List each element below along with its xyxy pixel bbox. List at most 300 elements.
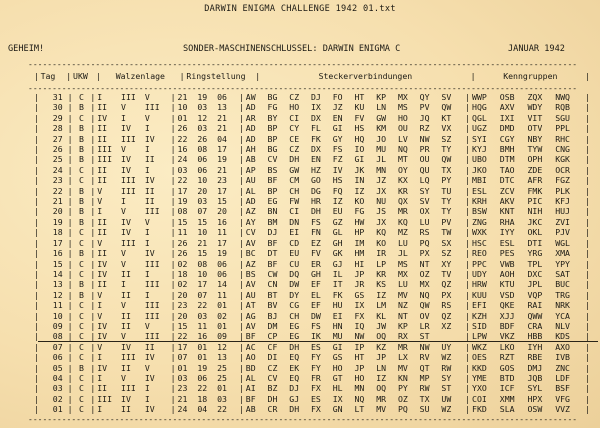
- plug-pair-cell: KQ: [397, 216, 408, 227]
- plug-pair-cell: XZ: [441, 320, 452, 331]
- column-separator: |: [584, 237, 590, 248]
- ring-setting-cell: 03: [197, 123, 208, 134]
- plug-pair-cell: FR: [311, 372, 321, 383]
- column-separator: |: [584, 102, 590, 113]
- ring-setting-cell: 21: [197, 237, 208, 248]
- column-separator: |: [170, 258, 176, 269]
- table-row: [32, 404, 592, 414]
- ring-setting-cell: 20: [197, 185, 208, 196]
- column-separator: |: [584, 164, 590, 175]
- rotor-cell: III: [97, 393, 113, 404]
- plug-pair-cell: HI: [354, 258, 365, 269]
- plug-pair-cell: QZ: [441, 310, 452, 321]
- plug-pair-cell: BM: [267, 216, 278, 227]
- plug-pair-cell: HU: [332, 300, 343, 311]
- reflector-cell: C: [78, 112, 84, 123]
- column-separator: |: [170, 133, 176, 144]
- table-row: [32, 186, 592, 196]
- day-cell: 06: [52, 352, 63, 363]
- classification-label: GEHEIM!: [8, 44, 45, 54]
- reflector-cell: B: [78, 144, 84, 155]
- table-row: [32, 123, 592, 133]
- column-separator: |: [584, 258, 590, 269]
- plug-pair-cell: MX: [397, 268, 408, 279]
- column-separator: |: [465, 164, 471, 175]
- plug-pair-cell: BF: [267, 175, 278, 186]
- plug-pair-cell: DH: [289, 404, 300, 415]
- indicator-group-cell: IVB: [555, 352, 570, 363]
- column-separator: |: [238, 362, 244, 373]
- column-separator: |: [238, 237, 244, 248]
- column-separator: |: [584, 185, 590, 196]
- plug-pair-cell: OV: [419, 310, 430, 321]
- column-separator: |: [33, 320, 39, 331]
- column-separator: |: [238, 216, 244, 227]
- column-separator: |: [465, 185, 471, 196]
- plug-pair-cell: OZ: [397, 393, 408, 404]
- indicator-group-cell: SAT: [555, 268, 570, 279]
- column-separator: |: [67, 341, 73, 352]
- column-separator: |: [170, 341, 176, 352]
- reflector-cell: B: [78, 185, 84, 196]
- plug-pair-cell: BG: [267, 92, 278, 102]
- rotor-cell: II: [97, 216, 108, 227]
- indicator-group-cell: ZNC: [555, 362, 570, 373]
- table-row: [32, 373, 592, 383]
- plug-pair-cell: CV: [267, 154, 278, 165]
- column-separator: |: [584, 320, 590, 331]
- plug-pair-cell: UY: [441, 341, 452, 352]
- table-row: [32, 238, 592, 248]
- ring-setting-cell: 23: [177, 300, 188, 311]
- day-cell: 24: [52, 164, 63, 175]
- indicator-group-cell: IYH: [527, 341, 543, 352]
- plug-pair-cell: TY: [441, 144, 452, 155]
- column-separator: |: [584, 144, 590, 155]
- ring-setting-cell: 16: [217, 216, 227, 227]
- column-separator: |: [238, 393, 244, 404]
- plug-pair-cell: SY: [441, 372, 452, 383]
- plug-pair-cell: KO: [376, 237, 387, 248]
- plug-pair-cell: HQ: [354, 133, 365, 144]
- plug-pair-cell: KX: [397, 175, 408, 186]
- column-separator: |: [90, 404, 96, 415]
- ring-setting-cell: 17: [177, 185, 188, 196]
- ring-setting-cell: 08: [197, 258, 208, 269]
- plug-pair-cell: FG: [267, 102, 278, 113]
- plug-pair-cell: AD: [245, 123, 256, 134]
- column-separator: |: [90, 248, 96, 259]
- column-separator: |: [170, 372, 176, 383]
- plug-pair-cell: AR: [245, 112, 256, 123]
- column-separator: |: [67, 102, 73, 113]
- plug-pair-cell: EI: [332, 310, 343, 321]
- plug-pair-cell: QT: [419, 362, 430, 373]
- column-separator: |: [465, 268, 471, 279]
- plug-pair-cell: TX: [441, 164, 452, 175]
- plug-pair-cell: BS: [245, 268, 256, 279]
- ring-setting-cell: 21: [177, 393, 188, 404]
- ring-setting-cell: 17: [197, 279, 208, 290]
- plug-pair-cell: FV: [354, 112, 365, 123]
- indicator-group-cell: IXI: [499, 112, 515, 123]
- plug-pair-cell: FX: [354, 310, 365, 321]
- table-row: [32, 196, 592, 206]
- plug-pair-cell: EU: [332, 206, 343, 217]
- plug-pair-cell: WZ: [441, 352, 452, 363]
- plug-pair-cell: JQ: [419, 112, 430, 123]
- ring-setting-cell: 08: [177, 206, 188, 217]
- column-separator: |: [33, 102, 39, 113]
- ring-setting-cell: 22: [197, 300, 208, 311]
- plug-pair-cell: AD: [245, 102, 256, 113]
- rotor-cell: V: [97, 341, 103, 352]
- plug-pair-cell: RS: [441, 300, 452, 311]
- plug-pair-cell: AV: [245, 237, 256, 248]
- plug-pair-cell: VX: [441, 123, 452, 134]
- rotor-cell: I: [144, 123, 150, 134]
- reflector-cell: B: [78, 206, 84, 217]
- indicator-group-cell: BSF: [555, 383, 570, 394]
- plug-pair-cell: BG: [267, 144, 278, 155]
- rotor-cell: IV: [144, 248, 155, 259]
- rotor-cell: V: [97, 310, 103, 321]
- indicator-group-cell: TPL: [527, 258, 543, 269]
- ring-setting-cell: 15: [197, 248, 208, 259]
- ring-setting-cell: 04: [197, 404, 208, 415]
- plug-pair-cell: GW: [376, 112, 387, 123]
- table-row: [32, 92, 592, 102]
- rotor-cell: V: [97, 196, 103, 207]
- plug-pair-cell: FY: [311, 352, 321, 363]
- column-separator: |: [90, 320, 96, 331]
- plug-pair-cell: LT: [354, 404, 365, 415]
- plug-pair-cell: PV: [419, 102, 430, 113]
- rotor-cell: II: [121, 362, 131, 373]
- day-cell: 30: [52, 102, 63, 113]
- column-separator: |: [33, 248, 39, 259]
- indicator-group-cell: NLV: [555, 320, 570, 331]
- reflector-cell: C: [78, 404, 84, 415]
- column-separator: |: [67, 133, 73, 144]
- plug-pair-cell: BY: [267, 112, 278, 123]
- ring-setting-cell: 13: [217, 102, 227, 113]
- rotor-cell: V: [144, 112, 150, 123]
- day-cell: 26: [52, 144, 63, 155]
- plug-pair-cell: DH: [289, 341, 300, 352]
- column-separator: |: [465, 227, 471, 238]
- rotor-cell: III: [144, 310, 160, 321]
- plug-pair-cell: LU: [397, 237, 408, 248]
- plug-pair-cell: MX: [419, 279, 430, 290]
- column-separator: |: [67, 310, 73, 321]
- plug-pair-cell: QX: [397, 196, 408, 207]
- indicator-group-cell: AOH: [499, 268, 515, 279]
- plug-pair-cell: NW: [419, 133, 430, 144]
- plug-pair-cell: KU: [354, 102, 365, 113]
- column-separator: |: [465, 372, 471, 383]
- rotor-cell: V: [121, 144, 126, 155]
- plug-pair-cell: IP: [354, 341, 365, 352]
- table-row: [32, 290, 592, 300]
- plug-pair-cell: KZ: [376, 341, 387, 352]
- plug-pair-cell: IT: [332, 279, 343, 290]
- plug-pair-cell: JR: [354, 279, 365, 290]
- table-row: [32, 300, 592, 310]
- plug-pair-cell: HO: [354, 372, 365, 383]
- indicator-group-cell: DXC: [527, 268, 543, 279]
- indicator-group-cell: YPY: [555, 258, 570, 269]
- column-separator: |: [465, 289, 471, 300]
- reflector-cell: C: [78, 383, 84, 394]
- rotor-cell: II: [121, 404, 131, 415]
- indicator-group-cell: DMD: [499, 123, 515, 134]
- plug-pair-cell: SY: [419, 185, 430, 196]
- indicator-group-cell: SGU: [555, 112, 570, 123]
- rotor-cell: III: [144, 331, 160, 342]
- plug-pair-cell: FS: [332, 144, 343, 155]
- rotor-cell: V: [121, 372, 126, 383]
- plug-pair-cell: CZ: [289, 92, 300, 102]
- ring-setting-cell: 15: [177, 320, 188, 331]
- rotor-cell: I: [97, 352, 103, 363]
- plug-pair-cell: EQ: [289, 372, 300, 383]
- column-separator: |: [584, 372, 590, 383]
- plug-pair-cell: ES: [311, 341, 321, 352]
- indicator-group-cell: HBB: [527, 331, 543, 342]
- indicator-group-cell: KUU: [472, 289, 487, 300]
- indicator-group-cell: LPW: [472, 331, 487, 342]
- ring-setting-cell: 10: [197, 227, 208, 238]
- column-separator: |: [238, 310, 244, 321]
- plug-pair-cell: IZ: [354, 185, 365, 196]
- column-separator: |: [584, 248, 590, 259]
- plug-pair-cell: KR: [397, 185, 408, 196]
- column-separator: |: [238, 248, 244, 259]
- plug-pair-cell: BN: [267, 206, 278, 217]
- plug-pair-cell: CM: [289, 175, 300, 186]
- column-separator: |: [238, 92, 244, 102]
- plug-pair-cell: SV: [419, 196, 430, 207]
- plug-pair-cell: NQ: [354, 393, 365, 404]
- plug-pair-cell: BJ: [267, 310, 278, 321]
- ring-setting-cell: 25: [217, 362, 227, 373]
- plug-pair-cell: AP: [245, 164, 256, 175]
- ring-setting-cell: 19: [177, 196, 188, 207]
- plug-pair-cell: AD: [245, 196, 256, 207]
- rotor-cell: I: [97, 404, 103, 415]
- day-cell: 04: [52, 372, 63, 383]
- column-separator: |: [67, 279, 73, 290]
- plug-pair-cell: KT: [441, 112, 452, 123]
- column-separator: |: [90, 279, 96, 290]
- rotor-cell: IV: [121, 154, 131, 165]
- ring-setting-cell: 12: [197, 112, 208, 123]
- plug-pair-cell: EG: [267, 196, 278, 207]
- indicator-group-cell: CGY: [499, 133, 515, 144]
- indicator-group-cell: KTU: [499, 279, 515, 290]
- column-separator: |: [238, 227, 244, 238]
- ring-setting-cell: 24: [177, 404, 188, 415]
- plug-pair-cell: JS: [376, 206, 387, 217]
- indicator-group-cell: IYY: [499, 227, 515, 238]
- plug-pair-cell: OZ: [419, 268, 430, 279]
- plug-pair-cell: FK: [311, 133, 321, 144]
- reflector-cell: B: [78, 248, 84, 259]
- ring-setting-cell: 15: [177, 216, 188, 227]
- column-separator: |: [170, 383, 176, 394]
- column-separator: |: [465, 404, 471, 415]
- day-cell: 27: [52, 133, 63, 144]
- rotor-cell: I: [144, 227, 150, 238]
- column-separator: |: [67, 216, 73, 227]
- plug-pair-cell: AW: [245, 92, 256, 102]
- plug-pair-cell: BT: [267, 289, 278, 300]
- plug-pair-cell: AT: [245, 300, 256, 311]
- plug-pair-cell: GN: [332, 404, 343, 415]
- ring-setting-cell: 17: [217, 185, 227, 196]
- plug-pair-cell: JL: [397, 248, 408, 259]
- plug-pair-cell: GJ: [332, 258, 343, 269]
- plug-pair-cell: GW: [289, 164, 300, 175]
- plug-pair-cell: BD: [245, 362, 256, 373]
- ring-setting-cell: 06: [217, 258, 227, 269]
- plug-pair-cell: QZ: [441, 279, 452, 290]
- reflector-cell: C: [78, 393, 84, 404]
- plug-pair-cell: JL: [376, 154, 387, 165]
- plug-pair-cell: PR: [419, 144, 430, 155]
- plug-pair-cell: HS: [332, 175, 343, 186]
- indicator-group-cell: PLK: [555, 185, 570, 196]
- column-separator: |: [584, 279, 590, 290]
- column-separator: |: [33, 237, 39, 248]
- rotor-cell: II: [144, 196, 155, 207]
- column-separator: |: [67, 258, 73, 269]
- column-separator: |: [238, 133, 244, 144]
- plug-pair-cell: CW: [267, 268, 278, 279]
- indicator-group-cell: JQB: [527, 372, 543, 383]
- column-separator: |: [238, 144, 244, 155]
- rotor-cell: V: [121, 331, 126, 342]
- column-separator: |: [238, 331, 244, 342]
- plug-pair-cell: CV: [267, 372, 278, 383]
- plug-pair-cell: HZ: [311, 164, 321, 175]
- indicator-group-cell: ZDE: [527, 164, 543, 175]
- plug-pair-cell: GK: [332, 248, 343, 259]
- column-separator: |: [584, 206, 590, 217]
- column-separator: |: [584, 92, 590, 102]
- column-separator: |: [170, 300, 176, 311]
- plug-pair-cell: GI: [354, 154, 365, 165]
- plug-pair-cell: BP: [267, 133, 278, 144]
- plug-pair-cell: MR: [376, 393, 387, 404]
- indicator-group-cell: MBI: [472, 175, 487, 186]
- table-row: [32, 259, 592, 269]
- header-kenngruppen: Kenngruppen: [503, 70, 558, 81]
- column-separator: |: [238, 206, 244, 217]
- column-separator: |: [170, 216, 176, 227]
- indicator-group-cell: AFR: [527, 175, 543, 186]
- ring-setting-cell: 19: [217, 248, 227, 259]
- key-sheet-name: SONDER-MASCHINENSCHLUSSEL: DARWIN ENIGMA C: [183, 44, 401, 54]
- indicator-group-cell: RHA: [499, 216, 515, 227]
- day-cell: 23: [52, 175, 63, 186]
- indicator-group-cell: RZT: [499, 352, 515, 363]
- plug-pair-cell: JP: [354, 362, 365, 373]
- day-cell: 29: [52, 112, 63, 123]
- column-separator: |: [33, 164, 39, 175]
- ring-setting-cell: 02: [217, 310, 227, 321]
- plug-pair-cell: KP: [397, 320, 408, 331]
- rotor-cell: I: [121, 112, 126, 123]
- plug-pair-cell: MR: [397, 206, 408, 217]
- plug-pair-cell: RW: [419, 383, 430, 394]
- reflector-cell: C: [78, 258, 84, 269]
- column-separator: |: [90, 112, 96, 123]
- indicator-group-cell: DMJ: [527, 362, 543, 373]
- month-label: JANUAR 1942: [508, 44, 565, 54]
- rotor-cell: IV: [144, 404, 155, 415]
- plug-pair-cell: PQ: [397, 404, 408, 415]
- ring-setting-cell: 06: [197, 372, 208, 383]
- indicator-group-cell: OSB: [499, 92, 515, 102]
- divider-header: ------------------------------------------------------------------------------------------------------------------: [28, 84, 578, 93]
- plug-pair-cell: AZ: [245, 206, 256, 217]
- plug-pair-cell: MX: [397, 92, 408, 102]
- plug-pair-cell: AV: [245, 279, 256, 290]
- column-separator: |: [584, 133, 590, 144]
- indicator-group-cell: REO: [472, 248, 487, 259]
- indicator-group-cell: KFJ: [555, 196, 570, 207]
- plug-pair-cell: LV: [397, 133, 408, 144]
- ring-setting-cell: 25: [217, 372, 227, 383]
- plug-pair-cell: IM: [354, 237, 365, 248]
- column-separator: |: [584, 331, 590, 342]
- rotor-cell: V: [121, 248, 126, 259]
- column-separator: |: [90, 383, 96, 394]
- indicator-group-cell: UDY: [472, 268, 487, 279]
- column-separator: |: [465, 154, 471, 165]
- reflector-cell: C: [78, 227, 84, 238]
- column-separator: |: [170, 248, 176, 259]
- ring-setting-cell: 23: [217, 175, 227, 186]
- ring-setting-cell: 03: [177, 164, 188, 175]
- table-row: [32, 206, 592, 216]
- plug-pair-cell: FN: [311, 227, 321, 238]
- day-cell: 11: [52, 300, 63, 311]
- indicator-group-cell: QGL: [472, 112, 487, 123]
- indicator-group-cell: YRG: [527, 248, 543, 259]
- plug-pair-cell: LM: [376, 300, 387, 311]
- column-separator: |: [90, 154, 96, 165]
- column-separator: |: [584, 123, 590, 134]
- plug-pair-cell: CH: [289, 310, 300, 321]
- column-separator: |: [33, 185, 39, 196]
- ring-setting-cell: 06: [217, 92, 227, 102]
- column-separator: |: [67, 372, 73, 383]
- plug-pair-cell: KP: [376, 92, 387, 102]
- rotor-cell: V: [97, 185, 103, 196]
- column-separator: |: [170, 362, 176, 373]
- plug-pair-cell: DH: [311, 206, 321, 217]
- plug-pair-cell: JX: [376, 216, 387, 227]
- plug-pair-cell: BF: [267, 237, 278, 248]
- plug-pair-cell: ST: [441, 383, 452, 394]
- plug-pair-cell: PX: [441, 289, 452, 300]
- ring-setting-cell: 20: [177, 289, 188, 300]
- plug-pair-cell: GL: [332, 227, 343, 238]
- plug-pair-cell: BP: [267, 123, 278, 134]
